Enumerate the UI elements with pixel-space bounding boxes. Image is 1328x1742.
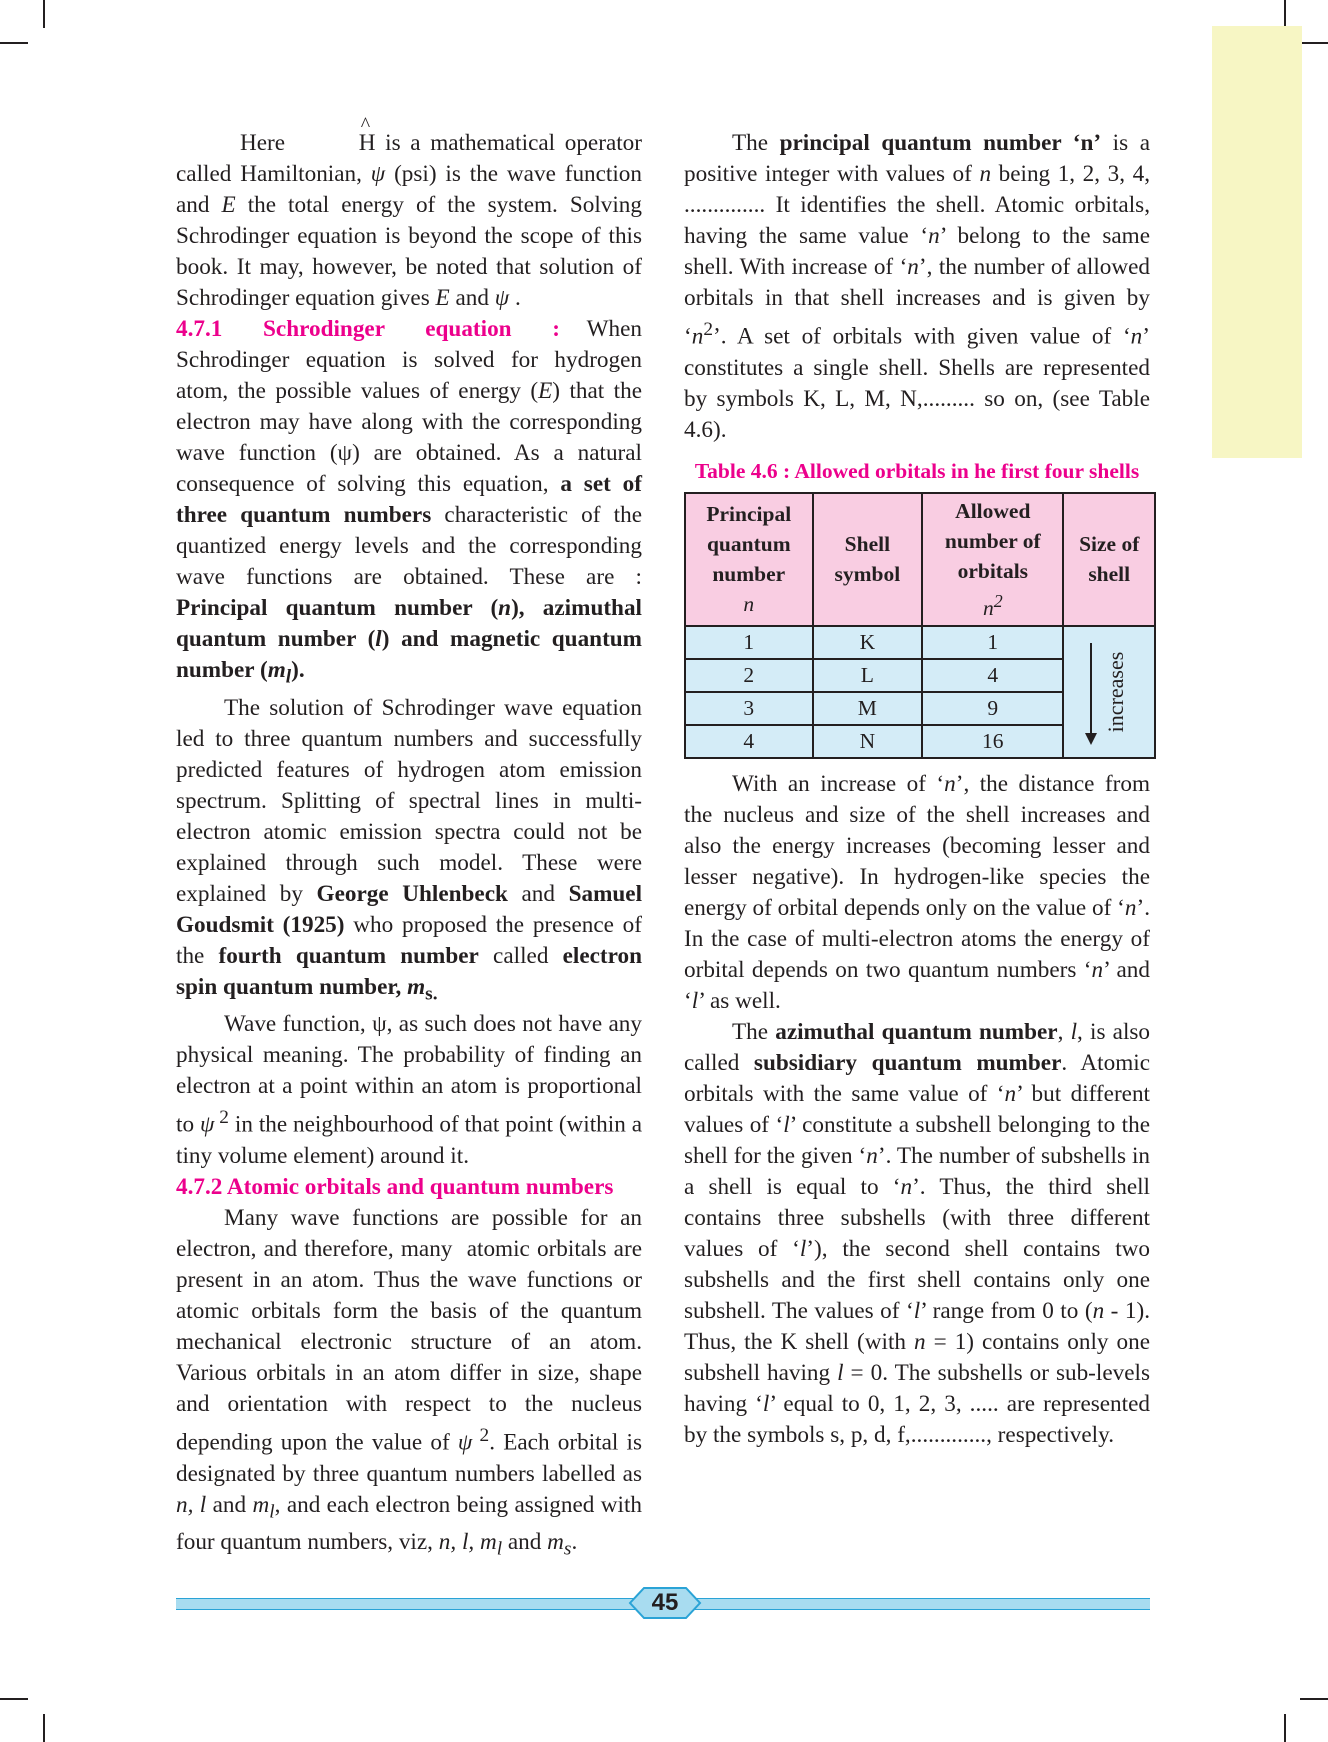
n-symbol: n <box>1130 323 1143 350</box>
text: ’, the distance from the nucleus and size of the shell increases and also the energy increases (becoming lesser and lesser negative). In hydrogen-like species the energy of orbital depends only on the value of ‘ <box>684 770 1150 921</box>
superscript-2: 2 <box>214 1107 229 1129</box>
n-symbol: n <box>914 1328 926 1355</box>
cell-orbitals: 16 <box>922 725 1063 758</box>
text: (psi) is the wave function and <box>176 161 642 218</box>
cell-n: 3 <box>685 692 813 725</box>
m-symbol: m <box>547 1529 564 1556</box>
psi-symbol: ψ <box>494 285 510 311</box>
cell-symbol: K <box>813 626 923 659</box>
n-symbol: n <box>691 323 704 350</box>
text: - 1). Thus, the K shell (with <box>684 1297 1150 1355</box>
m-symbol: m <box>267 657 286 683</box>
text: ’ constitutes a single shell. Shells are represented by symbols K, L, M, N,......... so on, (see Table 4.6). <box>684 323 1150 443</box>
l-symbol: l <box>837 1359 844 1386</box>
header-label: Principal quantum number <box>706 502 792 587</box>
text: , and each electron being assigned with four quantum numbers, viz, <box>176 1491 642 1556</box>
text: ’. In the case of multi-electron atoms the energy of orbital depends on two quantum numbers ‘ <box>684 894 1150 983</box>
header-principal-quantum-number <box>685 493 813 626</box>
text: , is also called <box>684 1018 1150 1076</box>
superscript-2: 2 <box>703 319 713 340</box>
paragraph-principal <box>684 128 1150 446</box>
l-symbol: l <box>783 1111 790 1138</box>
psi-symbol: ψ <box>370 161 386 187</box>
cell-orbitals: 4 <box>922 659 1063 692</box>
bold-text: subsidiary quantum mumber <box>753 1049 1062 1076</box>
energy-symbol: E <box>435 285 450 311</box>
text: ’. Thus, the third shell contains three subshells (with three different values of ‘ <box>684 1173 1150 1262</box>
text: The <box>732 130 780 156</box>
bold-text: George Uhlenbeck <box>316 880 508 907</box>
text: . <box>509 285 521 311</box>
bold-text: principal quantum number ‘n’ <box>779 130 1102 156</box>
crop-mark-bottom-right-v <box>1284 1714 1286 1742</box>
n-symbol: n <box>1092 1297 1105 1324</box>
text: . Atomic orbitals with the same value of ‘ <box>684 1049 1150 1107</box>
cell-n: 4 <box>685 725 813 758</box>
header-var <box>923 586 1062 623</box>
text: With an increase of ‘ <box>732 770 945 797</box>
n-symbol: n <box>907 254 919 280</box>
paragraph-increase-of-n <box>684 769 1150 1017</box>
text: Here <box>240 130 295 156</box>
text: the total energy of the system. Solving Schrodinger equation is beyond the scope of this book. It may, however, be noted that solution of Schrodinger equation gives <box>176 192 642 311</box>
section-heading-4-7-1: 4.7.1 Schrodinger equation : <box>176 316 560 342</box>
text: ’ and ‘ <box>684 956 1150 1014</box>
text: . <box>571 1529 578 1556</box>
psi-symbol: ψ <box>457 1429 473 1456</box>
page-number: 45 <box>651 1589 679 1616</box>
crop-mark-top-left-v <box>43 0 45 28</box>
text: Many wave functions are possible for an electron, and therefore, many atomic orbitals are present in an atom. Thus the wave functions or atomic orbitals form the basis of the quantum mechanical electronic structure of an atom. Various orbitals in an atom differ in size, shape and orientation with respect to the nucleus depending upon the value of <box>176 1205 648 1456</box>
subscript-l: l <box>269 1501 275 1523</box>
m-symbol: m <box>407 973 426 1000</box>
text: ’ but different values of ‘ <box>684 1080 1150 1138</box>
l-symbol: l <box>1070 1018 1078 1045</box>
l-symbol: l <box>762 1390 770 1417</box>
header-var: n <box>743 592 755 617</box>
cell-n: 2 <box>685 659 813 692</box>
text: ’. The number of subshells in a shell is equal to ‘ <box>684 1142 1151 1200</box>
text: ’ equal to 0, 1, 2, 3, ..... are represented by the symbols s, p, d, f,............., respectively. <box>684 1390 1150 1448</box>
text: and <box>206 1491 253 1518</box>
crop-mark-bottom-right-h <box>1300 1698 1328 1700</box>
crop-mark-bottom-left-v <box>43 1714 45 1742</box>
down-arrow-icon <box>1090 643 1092 737</box>
paragraph-hamiltonian <box>176 128 642 314</box>
table-caption: Table 4.6 : Allowed orbitals in he first four shells <box>694 458 1140 483</box>
hamiltonian-symbol: ^ H <box>295 128 376 159</box>
n-symbol: n <box>1004 1080 1017 1107</box>
increases-indicator <box>1064 627 1154 757</box>
n-symbol: n <box>866 1142 878 1169</box>
text: The <box>732 1018 776 1045</box>
paragraph-atomic-orbitals <box>176 1203 648 1565</box>
side-color-strip <box>1212 26 1302 458</box>
subscript-l: l <box>496 1539 503 1561</box>
bold-text: fourth quantum number <box>218 942 479 969</box>
n-symbol: n <box>944 770 956 797</box>
cell-symbol: M <box>813 692 923 725</box>
quantum-vars: n, l <box>176 1491 207 1518</box>
text: ’, the number of allowed orbitals in that shell increases and is given by ‘ <box>684 254 1150 350</box>
text: is a mathematical operator called Hamiltonian, <box>176 130 642 187</box>
left-column <box>176 128 648 1565</box>
footer-rule-left <box>176 1598 636 1610</box>
header-shell-symbol: Shell symbol <box>813 493 923 626</box>
text: ’ constitute a subshell belonging to the shell for the given ‘ <box>684 1111 1150 1169</box>
text: ) that the electron may have along with the corresponding wave function (ψ) are obtained. As a natural consequence of solving this equation, <box>176 378 642 497</box>
superscript-2: 2 <box>472 1425 490 1447</box>
bold-text: a set of three quantum numbers <box>176 471 642 528</box>
cell-size-increases <box>1063 626 1155 758</box>
crop-mark-top-right-v <box>1284 0 1286 28</box>
text: characteristic of the quantized energy levels and the corresponding wave functions are obtained. These are : <box>176 502 642 590</box>
n-symbol: n <box>498 595 512 621</box>
header-size-of-shell: Size of shell <box>1063 493 1155 626</box>
n-symbol: n <box>1091 956 1104 983</box>
subscript-s: s. <box>425 983 438 1005</box>
text: and <box>507 880 569 907</box>
subscript-s: s <box>563 1539 572 1561</box>
text: and <box>449 285 495 311</box>
bold-text: ). <box>291 657 305 683</box>
text: The solution of Schrodinger wave equation led to three quantum numbers and successfully predicted features of hydrogen atom emission spectrum. Splitting of spectral lines in multi-electron atomic emission spectra could not be explained through such model. These were explained by <box>176 694 642 907</box>
crop-mark-top-left-h <box>0 42 28 44</box>
table-header-row <box>685 493 1155 626</box>
paragraph-solution <box>176 693 642 1010</box>
cell-orbitals: 9 <box>922 692 1063 725</box>
text: in the neighbourhood of that point (within a tiny volume element) around it. <box>176 1112 642 1170</box>
paragraph-wave-function <box>176 1009 642 1172</box>
n-symbol: n <box>1124 894 1137 921</box>
text: is a positive integer with values of <box>684 130 1150 187</box>
text: who proposed the presence of the <box>176 911 642 969</box>
table-row <box>685 626 1155 659</box>
l-symbol: l <box>375 626 382 652</box>
superscript-2: 2 <box>993 590 1003 611</box>
text: and <box>502 1529 548 1556</box>
text: Wave function, ψ, as such does not have any physical meaning. The probability of finding an electron at a point within an atom is proportional to <box>176 1011 642 1139</box>
n-symbol: n <box>979 161 992 187</box>
right-column <box>684 128 1150 1451</box>
text: , <box>1057 1018 1071 1045</box>
text: When Schrodinger equation is solved for hydrogen atom, the possible values of energy ( <box>176 316 648 404</box>
increases-label: increases <box>1103 651 1129 733</box>
bold-text: Samuel Goudsmit (1925) <box>176 880 643 938</box>
n-symbol: n <box>982 595 994 620</box>
header-label: Allowed number of orbitals <box>944 498 1041 583</box>
psi-symbol: ψ <box>199 1112 215 1139</box>
header-allowed-orbitals <box>922 493 1063 626</box>
text: being 1, 2, 3, 4, .............. It identifies the shell. Atomic orbitals, having the same value ‘ <box>684 161 1150 249</box>
footer-rule-right <box>694 1598 1150 1610</box>
subscript-l: l <box>285 666 292 688</box>
cell-symbol: L <box>813 659 923 692</box>
bold-text: Principal quantum number ( <box>176 595 499 621</box>
text: = 1) contains only one subshell having <box>684 1328 1151 1386</box>
text: called <box>478 942 563 969</box>
orbitals-table <box>684 492 1156 759</box>
n-symbol: n <box>900 1173 913 1200</box>
energy-symbol: E <box>538 378 553 404</box>
bold-text: ) and magnetic quantum number ( <box>176 626 642 683</box>
n-symbol: n <box>928 223 940 249</box>
text: ’. A set of orbitals with given value of ‘ <box>713 323 1131 350</box>
page-number-badge <box>628 1586 702 1620</box>
bold-text: electron spin quantum number, <box>176 942 643 1000</box>
energy-symbol: E <box>221 192 236 218</box>
text: ’), the second shell contains two subshells and the first shell contains only one subshell. The values of ‘ <box>684 1235 1150 1324</box>
crop-mark-bottom-left-h <box>0 1698 28 1700</box>
m-symbol: m <box>252 1491 270 1518</box>
section-4-7-1 <box>176 314 648 693</box>
l-symbol: l <box>913 1297 921 1324</box>
cell-orbitals: 1 <box>922 626 1063 659</box>
section-heading-4-7-2: 4.7.2 Atomic orbitals and quantum numbers <box>176 1174 614 1201</box>
text: ’ as well. <box>698 987 781 1014</box>
paragraph-azimuthal <box>684 1017 1150 1451</box>
cell-n: 1 <box>685 626 813 659</box>
text: . Each orbital is designated by three quantum numbers labelled as <box>176 1429 642 1487</box>
text: ’ range from 0 to ( <box>920 1297 1093 1324</box>
crop-mark-top-right-h <box>1300 42 1328 44</box>
bold-text: ), azimuthal quantum number ( <box>176 595 642 652</box>
text: ’ belong to the same shell. With increase of ‘ <box>684 223 1150 280</box>
section-4-7-2 <box>176 1172 642 1203</box>
arrow-head-icon <box>1085 733 1097 745</box>
bold-text: azimuthal quantum number <box>775 1018 1058 1045</box>
cell-symbol: N <box>813 725 923 758</box>
text: = 0. The subshells or sub-levels having ‘ <box>684 1359 1150 1417</box>
l-symbol: l <box>799 1235 807 1262</box>
quantum-vars: n, l, m <box>438 1529 497 1556</box>
l-symbol: l <box>691 987 699 1014</box>
